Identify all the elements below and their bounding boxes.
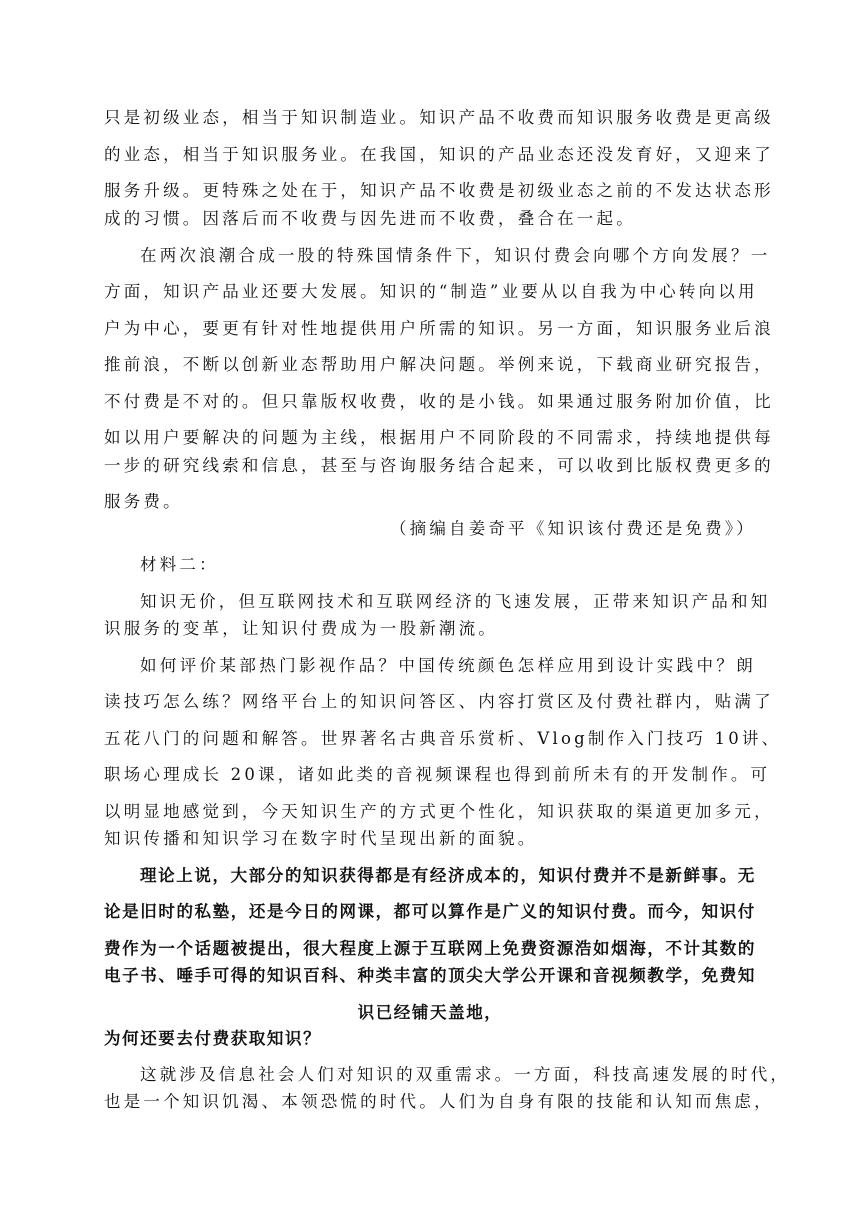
paragraph-line: 户为中心，要更有针对性地提供用户所需的知识。另一方面，知识服务业后浪 xyxy=(104,319,774,338)
paragraph-line: 服务费。 xyxy=(104,492,183,511)
paragraph-line: 成的习惯。因落后而不收费与因先进而不收费，叠合在一起。 xyxy=(104,209,636,228)
paragraph-line: 以明显地感觉到，今天知识生产的方式更个性化，知识获取的渠道更加多元， xyxy=(104,802,774,821)
paragraph-line: 的业态，相当于知识服务业。在我国，知识的产品业态还没发育好，又迎来了 xyxy=(104,145,774,164)
paragraph-line: 服务升级。更特殊之处在于，知识产品不收费是初级业态之前的不发达状态形 xyxy=(104,181,774,200)
paragraph-line: 为何还要去付费获取知识？ xyxy=(104,1029,322,1048)
paragraph-line: 识已经铺天盖地， xyxy=(357,1003,503,1022)
paragraph-line: 方面，知识产品业还要大发展。知识的“制造”业要从以自我为中心转向以用 xyxy=(104,282,758,301)
paragraph-line: 如以用户要解决的问题为主线，根据用户不同阶段的不同需求，持续地提供每 xyxy=(104,428,774,447)
paragraph-line: 也是一个知识饥渴、本领恐慌的时代。人们为自身有限的技能和认知而焦虑， xyxy=(104,1092,774,1111)
paragraph-line: 推前浪，不断以创新业态帮助用户解决问题。举例来说，下载商业研究报告， xyxy=(104,355,774,374)
paragraph-line: 职场心理成长 20课，诸如此类的音视频课程也得到前所未有的开发制作。可 xyxy=(104,765,771,784)
paragraph-line: 只是初级业态，相当于知识制造业。知识产品不收费而知识服务收费是更高级 xyxy=(104,108,774,127)
paragraph-line: 如何评价某部热门影视作品？中国传统颜色怎样应用到设计实践中？朗 xyxy=(140,656,756,675)
paragraph-line: 论是旧时的私塾，还是今日的网课，都可以算作是广义的知识付费。而今，知识付 xyxy=(104,902,756,921)
paragraph-line: 一步的研究线索和信息，甚至与咨询服务结合起来，可以收到比版权费更多的 xyxy=(104,456,774,475)
paragraph-line: 知识传播和知识学习在数字时代呈现出新的面貌。 xyxy=(104,829,538,848)
paragraph-line: 费作为一个话题被提出，很大程度上源于互联网上免费资源浩如烟海，不计其数的 xyxy=(104,939,756,958)
paragraph-line: 理论上说，大部分的知识获得都是有经济成本的，知识付费并不是新鲜事。无 xyxy=(140,866,756,885)
paragraph-line: 五花八门的问题和解答。世界著名古典音乐赏析、Vlog制作入门技巧 10讲、 xyxy=(104,729,782,748)
section-heading: 材料二： xyxy=(140,555,219,574)
paragraph-line: 在两次浪潮合成一股的特殊国情条件下，知识付费会向哪个方向发展？一 xyxy=(140,246,771,265)
paragraph-line: 知识无价，但互联网技术和互联网经济的飞速发展，正带来知识产品和知 xyxy=(140,592,771,611)
paragraph-line: 这就涉及信息社会人们对知识的双重需求。一方面，科技高速发展的时代， xyxy=(140,1065,791,1084)
paragraph-line: 识服务的变革，让知识付费成为一股新潮流。 xyxy=(104,619,498,638)
paragraph-line: 不付费是不对的。但只靠版权收费，收的是小钱。如果通过服务附加价值，比 xyxy=(104,392,774,411)
paragraph-line: 电子书、唾手可得的知识百科、种类丰富的顶尖大学公开课和音视频教学，免费知 xyxy=(104,966,756,985)
paragraph-line: 读技巧怎么练？网络平台上的知识问答区、内容打赏区及付费社群内，贴满了 xyxy=(104,692,774,711)
source-citation: （摘编自姜奇平《知识该付费还是免费》） xyxy=(389,519,756,538)
